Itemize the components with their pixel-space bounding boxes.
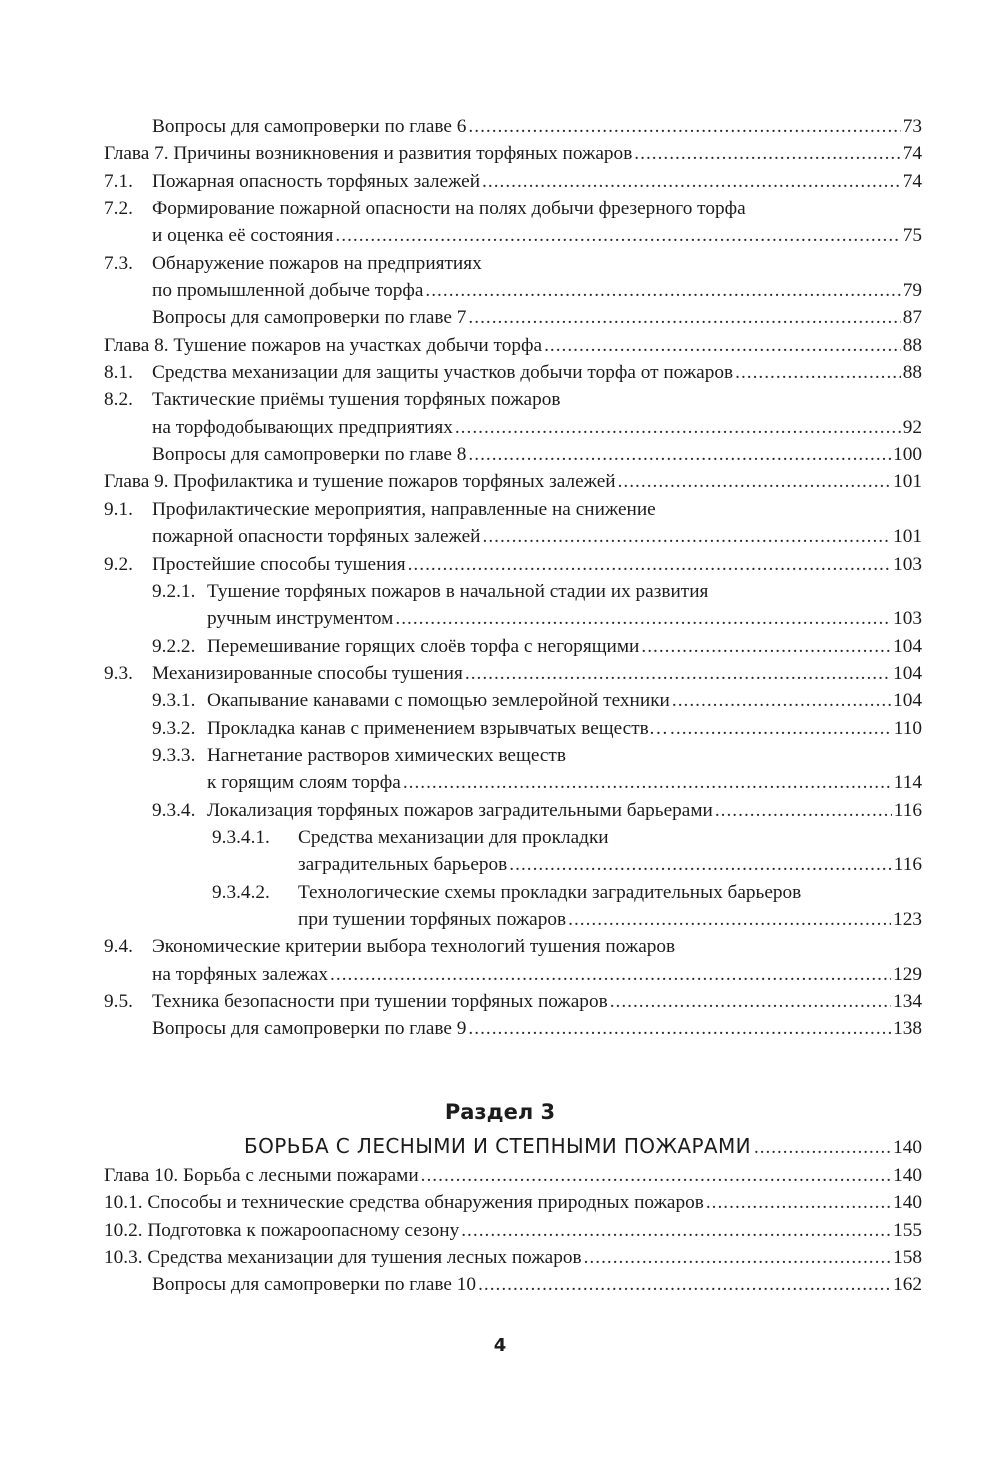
toc-entry[interactable]: [104, 551, 922, 578]
toc-entry[interactable]: [104, 988, 922, 1015]
toc-entry[interactable]: [104, 113, 922, 140]
toc-entry-title: Вопросы для самопроверки по главе 6: [152, 116, 467, 137]
toc-entry[interactable]: [104, 414, 922, 441]
toc-entry-number: 9.3.1.: [152, 690, 196, 712]
page-number: 4: [493, 1335, 507, 1356]
toc-entry[interactable]: [104, 468, 922, 495]
toc-entry[interactable]: [104, 1217, 922, 1244]
toc-entry-title: Глава 9. Профилактика и тушение пожаров торфяных залежей: [104, 471, 616, 493]
toc-entry-number: 7.2.: [104, 198, 133, 220]
toc-entry[interactable]: [104, 605, 922, 632]
toc-entry-title: ручным инструментом: [207, 608, 394, 630]
toc-entry-title: Тактические приёмы тушения торфяных пожаров: [152, 389, 561, 411]
dot-leader: [670, 715, 892, 742]
toc-entry-title: Нагнетание растворов химических веществ: [207, 744, 566, 766]
toc-entry-number: 7.3.: [104, 252, 133, 274]
dot-leader: [455, 414, 901, 441]
toc-entry[interactable]: [104, 824, 922, 851]
toc-entry[interactable]: [104, 168, 922, 195]
toc-entry[interactable]: [104, 277, 922, 304]
toc-entry-page: 138: [893, 1018, 922, 1040]
toc-entry-title: Механизированные способы тушения: [152, 662, 463, 684]
dot-leader: [509, 851, 891, 878]
toc-entry-page: 73: [902, 116, 922, 137]
toc-entry-number: 7.1.: [104, 170, 133, 192]
toc-entry-title: к горящим слоям торфа: [207, 772, 401, 794]
dot-leader: [468, 113, 900, 140]
toc-entry-number: 9.1.: [104, 498, 133, 520]
toc-entry-page: 104: [893, 662, 922, 684]
dot-leader: [330, 961, 891, 988]
toc-entry[interactable]: [104, 1162, 922, 1189]
dot-leader: [461, 1217, 891, 1244]
toc-entry-title: Простейшие способы тушения: [152, 553, 406, 575]
toc-entry-title: Формирование пожарной опасности на полях добычи фрезерного торфа: [152, 198, 746, 220]
section-page-number: 140: [893, 1137, 922, 1158]
toc-entry-page: 88: [902, 362, 922, 384]
dot-leader: [568, 906, 891, 933]
toc-entry-title: пожарной опасности торфяных залежей: [152, 526, 481, 548]
toc-entry-title: Обнаружение пожаров на предприятиях: [152, 252, 482, 274]
toc-entry-title: Средства механизации для защиты участков добычи торфа от пожаров: [152, 362, 734, 384]
toc-entry-number: 8.1.: [104, 362, 133, 384]
toc-entry[interactable]: [104, 633, 922, 660]
dot-leader: [672, 687, 891, 714]
toc-entry-title: на торфяных залежах: [152, 963, 329, 985]
toc-entry[interactable]: [104, 851, 922, 878]
dot-leader: [618, 468, 891, 495]
toc-entry-title: и оценка её состояния: [152, 225, 334, 247]
toc-entry[interactable]: [104, 660, 922, 687]
toc-entry-page: 103: [893, 553, 922, 575]
toc-entry[interactable]: [104, 769, 922, 796]
dot-leader: [465, 660, 891, 687]
toc-entry-title: 10.1. Способы и технические средства обнаружения природных пожаров: [104, 1192, 704, 1214]
toc-entry-number: 9.5.: [104, 991, 133, 1012]
toc-entry[interactable]: [104, 386, 922, 413]
toc-entry-title: Локализация торфяных пожаров заградительными барьерами: [207, 799, 713, 821]
toc-entry-title: Вопросы для самопроверки по главе 9: [152, 1018, 467, 1040]
dot-leader: [706, 1189, 891, 1216]
toc-entry[interactable]: [104, 250, 922, 277]
toc-entry-page: 123: [893, 908, 922, 930]
toc-entry[interactable]: [104, 332, 922, 359]
toc-entry-title: Вопросы для самопроверки по главе 8: [152, 444, 467, 466]
toc-entry-title: заградительных барьеров: [298, 854, 508, 876]
toc-entry-title: 10.2. Подготовка к пожароопасному сезону: [104, 1219, 460, 1241]
toc-entry-title: Технологические схемы прокладки заградительных барьеров: [298, 881, 802, 903]
dot-leader: [408, 551, 891, 578]
toc-entry-page: 88: [902, 334, 922, 356]
dot-leader: [478, 1271, 891, 1298]
toc-entry[interactable]: [104, 1244, 922, 1271]
toc-entry-page: 103: [893, 608, 922, 630]
toc-entry[interactable]: [104, 961, 922, 988]
toc-entry-page: 87: [902, 307, 922, 329]
toc-entry-page: 104: [893, 690, 922, 712]
toc-entry[interactable]: [104, 496, 922, 523]
dot-leader: [754, 1137, 890, 1159]
toc-entry-page: 110: [893, 717, 922, 739]
toc-entry-page: 101: [893, 471, 922, 493]
toc-entry-page: 75: [902, 225, 922, 247]
toc-entry[interactable]: [104, 1015, 922, 1042]
dot-leader: [715, 797, 892, 824]
toc-entry-title: Тушение торфяных пожаров в начальной стадии их развития: [207, 580, 709, 602]
toc-entry-title: Перемешивание горящих слоёв торфа с негорящими: [207, 635, 640, 657]
toc-entry-number: 9.2.2.: [152, 635, 196, 657]
dot-leader: [634, 140, 900, 167]
toc-entry-page: 74: [902, 143, 922, 165]
toc-entry-number: 9.3.3.: [152, 744, 196, 766]
toc-entry[interactable]: [104, 1271, 922, 1298]
toc-entry-title: при тушении торфяных пожаров: [298, 908, 567, 930]
toc-entry[interactable]: [104, 1189, 922, 1216]
toc-entry-page: 140: [893, 1192, 922, 1214]
dot-leader: [735, 359, 901, 386]
toc-entry[interactable]: [104, 879, 922, 906]
toc-entry-title: Глава 7. Причины возникновения и развития торфяных пожаров: [104, 143, 633, 165]
dot-leader: [610, 988, 891, 1015]
toc-entry-page: 162: [893, 1274, 922, 1296]
toc-entry-page: 79: [902, 280, 922, 302]
toc-entry-title: Прокладка канав с применением взрывчатых веществ…: [207, 717, 669, 739]
toc-entry[interactable]: [104, 222, 922, 249]
toc-entry-title: Вопросы для самопроверки по главе 10: [152, 1274, 477, 1296]
toc-entry-number: 9.2.: [104, 553, 133, 575]
toc-entry-page: 140: [893, 1165, 922, 1186]
dot-leader: [425, 277, 900, 304]
dot-leader: [584, 1244, 891, 1271]
toc-entry[interactable]: [104, 687, 922, 714]
dot-leader: [468, 1015, 891, 1042]
dot-leader: [544, 332, 901, 359]
toc-entry-page: 129: [893, 963, 922, 985]
dot-leader: [468, 441, 891, 468]
toc-entry-number: 9.4.: [104, 936, 133, 958]
toc-entry-page: 116: [893, 854, 922, 876]
dot-leader: [335, 222, 900, 249]
toc-entry-title: Окапывание канавами с помощью землеройной техники: [207, 690, 670, 712]
dot-leader: [421, 1162, 891, 1189]
toc-entry[interactable]: [104, 304, 922, 331]
toc-entry-page: 116: [893, 799, 922, 821]
toc-entry-number: 9.2.1.: [152, 580, 196, 602]
dot-leader: [641, 633, 891, 660]
toc-entry-title: Пожарная опасность торфяных залежей: [152, 170, 481, 192]
toc-entry-number: 8.2.: [104, 389, 133, 411]
toc-entry-title: Глава 10. Борьба с лесными пожарами: [104, 1165, 419, 1186]
dot-leader: [468, 304, 900, 331]
toc-entry-number: 9.3.: [104, 662, 133, 684]
toc-entry-page: 100: [893, 444, 922, 466]
toc-entry-title: Экономические критерии выбора технологий тушения пожаров: [152, 936, 676, 958]
dot-leader: [483, 523, 892, 550]
toc-entry[interactable]: [104, 797, 922, 824]
toc-entry[interactable]: [104, 195, 922, 222]
toc-entry[interactable]: [104, 140, 922, 167]
toc-entry-page: 101: [893, 526, 922, 548]
dot-leader: [403, 769, 892, 796]
toc-entry-title: Техника безопасности при тушении торфяных пожаров: [152, 991, 608, 1012]
toc-entry-page: 158: [893, 1247, 922, 1269]
toc-entry-number: 9.3.4.1.: [212, 826, 270, 848]
toc-entry-title: Профилактические мероприятия, направленные на снижение: [152, 498, 656, 520]
toc-entry-page: 92: [902, 416, 922, 438]
toc-entry-title: Вопросы для самопроверки по главе 7: [152, 307, 467, 329]
toc-entry[interactable]: [104, 359, 922, 386]
toc-entry-page: 74: [902, 170, 922, 192]
section-title-entry[interactable]: [244, 1134, 922, 1159]
toc-entry[interactable]: [104, 906, 922, 933]
toc-entry-title: Средства механизации для прокладки: [298, 826, 609, 848]
toc-entry-number: 9.3.4.2.: [212, 881, 270, 903]
toc-entry[interactable]: [104, 441, 922, 468]
toc-entry-page: 155: [893, 1219, 922, 1241]
toc-entry-title: Глава 8. Тушение пожаров на участках добычи торфа: [104, 334, 543, 356]
toc-entry[interactable]: [104, 578, 922, 605]
toc-entry-title: 10.3. Средства механизации для тушения лесных пожаров: [104, 1247, 582, 1269]
section-title: БОРЬБА С ЛЕСНЫМИ И СТЕПНЫМИ ПОЖАРАМИ: [244, 1134, 752, 1158]
toc-entry-number: 9.3.4.: [152, 799, 196, 821]
toc-entry-title: на торфодобывающих предприятиях: [152, 416, 453, 438]
toc-entry-page: 104: [893, 635, 922, 657]
section-label: Раздел 3: [444, 1100, 556, 1124]
toc-entry-title: по промышленной добыче торфа: [152, 280, 424, 302]
toc-entry[interactable]: [104, 742, 922, 769]
toc-part-chapters-7-9: [104, 113, 922, 1043]
toc-part-chapter-10: [104, 1162, 922, 1299]
dot-leader: [395, 605, 891, 632]
toc-entry[interactable]: [104, 933, 922, 960]
toc-entry-number: 9.3.2.: [152, 717, 196, 739]
toc-entry[interactable]: [104, 715, 922, 742]
toc-entry-page: 134: [893, 991, 922, 1012]
dot-leader: [482, 168, 901, 195]
toc-entry[interactable]: [104, 523, 922, 550]
toc-entry-page: 114: [893, 772, 922, 794]
